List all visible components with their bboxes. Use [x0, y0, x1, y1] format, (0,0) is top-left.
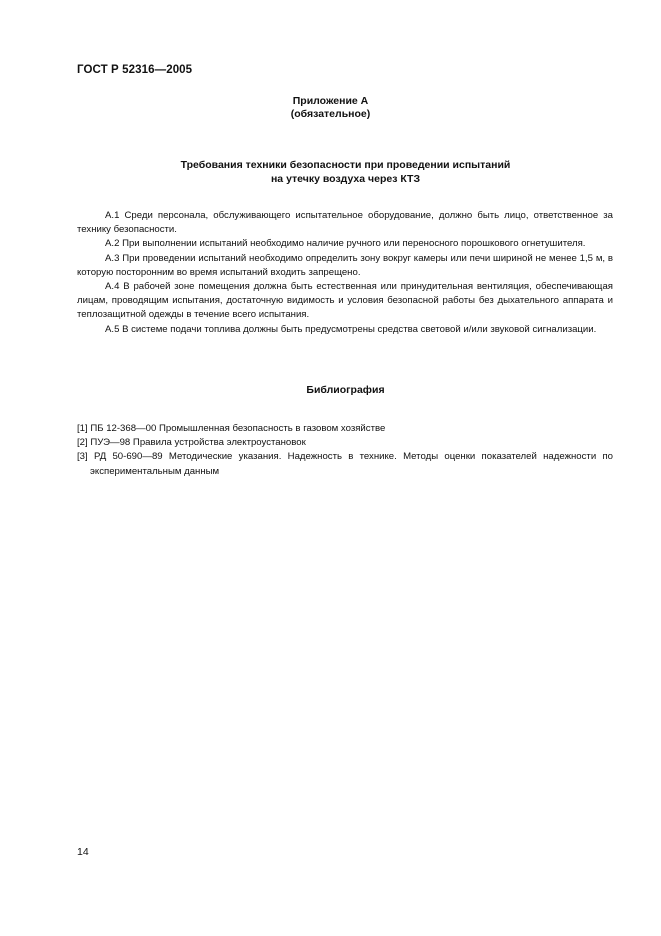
bibliography-item-1: [1] ПБ 12-368—00 Промышленная безопасность в газовом хозяйстве — [77, 423, 386, 434]
clause-list — [77, 209, 613, 337]
bibliography-item-3: [3] РД 50-690—89 Методические указания. Надежность в технике. Методы оценки показателей надежности по экспериментальным данным — [77, 451, 613, 477]
clause-a4: А.4 В рабочей зоне помещения должна быть естественная или принудительная вентиляция, обеспечивающая лицам, проводящим испытания, достаточную видимость и условия безопасной работы без дыхательного аппарата и теплозащитной одежды в течение всего испытания. — [77, 281, 613, 321]
appendix-label: Приложение А — [292, 95, 369, 107]
appendix-status: (обязательное) — [290, 108, 371, 120]
appendix-title-line-1: Требования техники безопасности при проведении испытаний — [180, 159, 511, 171]
clause-a2: А.2 При выполнении испытаний необходимо наличие ручного или переносного порошкового огнетушителя. — [105, 238, 586, 250]
appendix-title — [0, 158, 661, 186]
appendix-title-line-2: на утечку воздуха через КТЗ — [270, 173, 421, 185]
standard-code: ГОСТ Р 52316—2005 — [77, 64, 193, 76]
clause-a1: А.1 Среди персонала, обслуживающего испытательное оборудование, должно быть лицо, ответственное за технику безопасности. — [77, 210, 613, 236]
appendix-heading — [0, 95, 661, 121]
page-number: 14 — [77, 846, 89, 858]
bibliography-title: Библиография — [306, 384, 385, 396]
clause-a3: А.3 При проведении испытаний необходимо определить зону вокруг камеры или печи шириной не менее 1,5 м, в которую посторонним во время испытаний входить запрещено. — [77, 252, 613, 278]
bibliography-item-2: [2] ПУЭ—98 Правила устройства электроустановок — [77, 437, 306, 449]
clause-a5: А.5 В системе подачи топлива должны быть предусмотрены средства световой и/или звуковой сигнализации. — [105, 323, 597, 335]
bibliography-list — [77, 422, 613, 479]
